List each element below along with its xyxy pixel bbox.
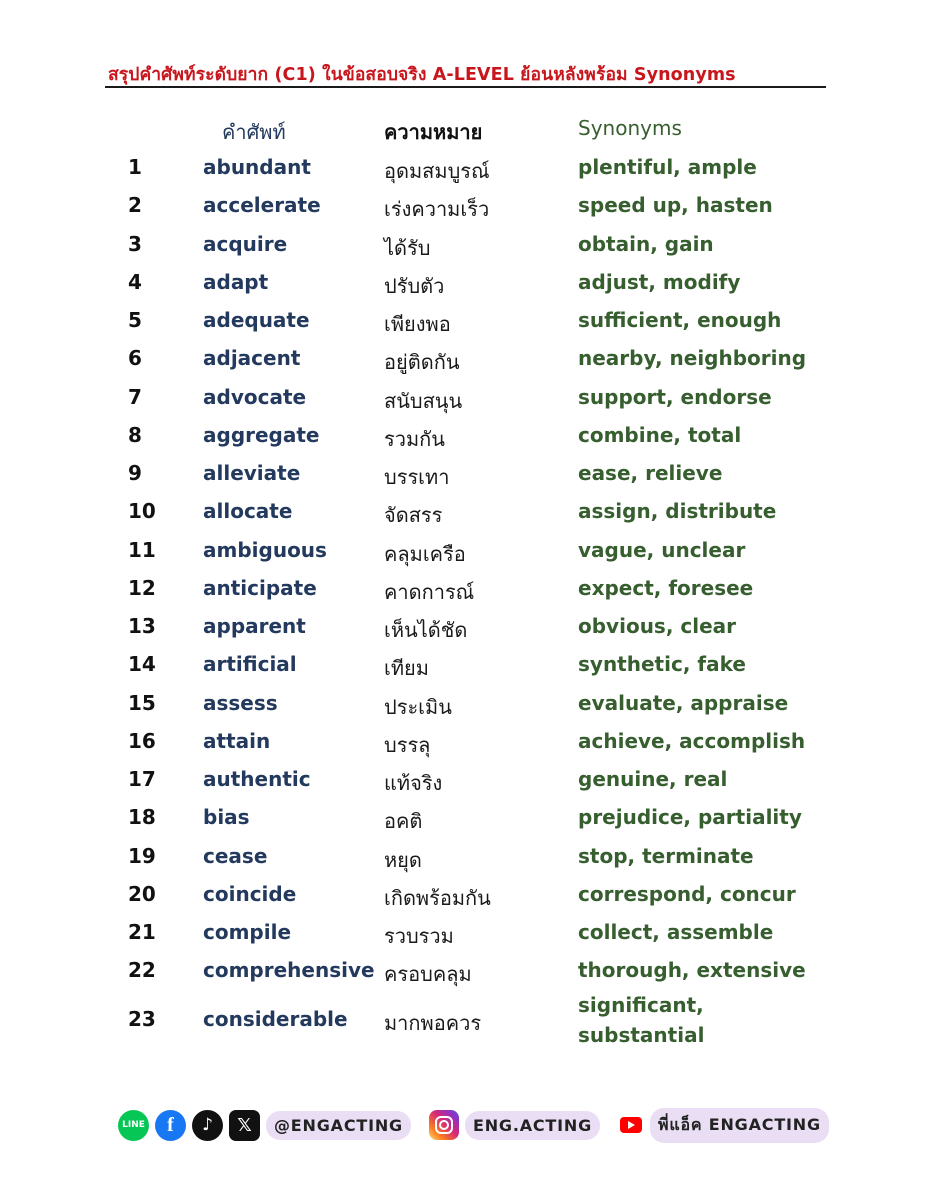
vocab-word: apparent bbox=[203, 614, 306, 638]
vocab-word: ambiguous bbox=[203, 537, 327, 562]
vocab-word: authentic bbox=[203, 767, 311, 791]
synonyms: combine, total bbox=[578, 422, 742, 447]
synonyms: collect, assemble bbox=[578, 920, 774, 944]
table-row bbox=[0, 645, 927, 683]
synonyms: ease, relieve bbox=[578, 461, 723, 485]
synonyms: obtain, gain bbox=[578, 231, 714, 256]
tiktok-icon[interactable]: ♪ bbox=[192, 1110, 223, 1141]
row-number: 19 bbox=[128, 843, 156, 868]
vocab-word: acquire bbox=[203, 231, 288, 256]
thai-meaning: รวบรวม bbox=[384, 924, 454, 948]
x-icon[interactable]: 𝕏 bbox=[229, 1110, 260, 1141]
vocab-word: alleviate bbox=[203, 461, 301, 485]
thai-meaning: รวมกัน bbox=[384, 426, 445, 451]
thai-meaning: แท้จริง bbox=[384, 771, 443, 795]
thai-meaning: อคติ bbox=[384, 809, 423, 834]
youtube-icon[interactable] bbox=[618, 1110, 644, 1141]
vocab-word: cease bbox=[203, 843, 268, 868]
thai-meaning: มากพอควร bbox=[384, 1010, 482, 1035]
row-number: 4 bbox=[128, 269, 142, 294]
synonyms: genuine, real bbox=[578, 767, 728, 791]
vocab-word: aggregate bbox=[203, 422, 320, 447]
handle-engacting[interactable]: @ENGACTING bbox=[266, 1111, 411, 1140]
vocab-word: abundant bbox=[203, 155, 311, 179]
column-header-word: คำศัพท์ bbox=[222, 120, 286, 144]
table-row bbox=[0, 454, 927, 492]
row-number: 1 bbox=[128, 155, 142, 179]
table-row bbox=[0, 913, 927, 951]
table-row bbox=[0, 837, 927, 875]
row-number: 3 bbox=[128, 231, 142, 256]
table-row bbox=[0, 607, 927, 645]
vocabulary-table bbox=[0, 148, 927, 1050]
synonyms: achieve, accomplish bbox=[578, 728, 806, 753]
row-number: 10 bbox=[128, 499, 156, 524]
thai-meaning: คลุมเครือ bbox=[384, 541, 466, 566]
table-row bbox=[0, 301, 927, 339]
page-title: สรุปคำศัพท์ระดับยาก (C1) ในข้อสอบจริง A-LEVEL ย้อนหลังพร้อม Synonyms bbox=[108, 65, 736, 85]
vocab-word: adjacent bbox=[203, 346, 301, 371]
handle-youtube-channel[interactable]: พี่แอ็ค ENGACTING bbox=[650, 1108, 829, 1143]
synonyms: support, endorse bbox=[578, 384, 772, 409]
synonyms: assign, distribute bbox=[578, 499, 777, 524]
table-row bbox=[0, 531, 927, 569]
synonyms: sufficient, enough bbox=[578, 308, 782, 332]
column-header-synonyms: Synonyms bbox=[578, 116, 682, 140]
row-number: 7 bbox=[128, 384, 142, 409]
thai-meaning: เร่งความเร็ว bbox=[384, 197, 490, 222]
vocab-word: assess bbox=[203, 690, 278, 715]
vocab-word: advocate bbox=[203, 384, 307, 409]
title-divider bbox=[105, 86, 826, 88]
instagram-icon[interactable] bbox=[429, 1110, 459, 1140]
row-number: 16 bbox=[128, 728, 156, 753]
table-row bbox=[0, 492, 927, 530]
synonyms: evaluate, appraise bbox=[578, 690, 789, 715]
row-number: 14 bbox=[128, 652, 156, 677]
table-row bbox=[0, 416, 927, 454]
synonyms: speed up, hasten bbox=[578, 193, 773, 218]
row-number: 15 bbox=[128, 690, 156, 715]
facebook-icon[interactable]: f bbox=[155, 1110, 186, 1141]
synonyms: thorough, extensive bbox=[578, 958, 806, 983]
table-row bbox=[0, 569, 927, 607]
table-row bbox=[0, 684, 927, 722]
thai-meaning: ปรับตัว bbox=[384, 273, 445, 298]
thai-meaning: ครอบคลุม bbox=[384, 962, 472, 987]
row-number: 9 bbox=[128, 461, 142, 485]
thai-meaning: สนับสนุน bbox=[384, 388, 463, 413]
vocab-word: allocate bbox=[203, 499, 293, 524]
handle-eng-acting[interactable]: ENG.ACTING bbox=[465, 1111, 600, 1140]
table-row bbox=[0, 875, 927, 913]
vocab-word: coincide bbox=[203, 881, 297, 906]
thai-meaning: บรรลุ bbox=[384, 732, 431, 757]
table-row bbox=[0, 148, 927, 186]
thai-meaning: เกิดพร้อมกัน bbox=[384, 885, 491, 910]
synonyms: correspond, concur bbox=[578, 881, 796, 906]
table-row bbox=[0, 951, 927, 989]
table-row bbox=[0, 378, 927, 416]
vocab-word: anticipate bbox=[203, 575, 317, 600]
thai-meaning: จัดสรร bbox=[384, 503, 443, 528]
vocab-word: bias bbox=[203, 805, 250, 830]
thai-meaning: หยุด bbox=[384, 847, 422, 872]
synonyms: stop, terminate bbox=[578, 843, 754, 868]
row-number: 8 bbox=[128, 422, 142, 447]
thai-meaning: ประเมิน bbox=[384, 694, 452, 719]
synonyms: plentiful, ample bbox=[578, 155, 757, 179]
row-number: 12 bbox=[128, 575, 156, 600]
vocab-word: accelerate bbox=[203, 193, 321, 218]
vocab-word: artificial bbox=[203, 652, 297, 677]
thai-meaning: อยู่ติดกัน bbox=[384, 350, 460, 375]
row-number: 11 bbox=[128, 537, 156, 562]
synonyms: nearby, neighboring bbox=[578, 346, 807, 371]
row-number: 18 bbox=[128, 805, 156, 830]
vocab-word: compile bbox=[203, 920, 292, 944]
synonyms: vague, unclear bbox=[578, 537, 746, 562]
row-number: 13 bbox=[128, 614, 156, 638]
row-number: 2 bbox=[128, 193, 142, 218]
line-icon[interactable] bbox=[118, 1110, 149, 1141]
row-number: 17 bbox=[128, 767, 156, 791]
synonyms: expect, foresee bbox=[578, 575, 754, 600]
row-number: 20 bbox=[128, 881, 156, 906]
vocab-word: comprehensive bbox=[203, 958, 375, 983]
row-number: 22 bbox=[128, 958, 156, 983]
synonyms: synthetic, fake bbox=[578, 652, 746, 677]
row-number: 5 bbox=[128, 308, 142, 332]
thai-meaning: เห็นได้ชัด bbox=[384, 618, 468, 642]
row-number: 23 bbox=[128, 1006, 156, 1031]
synonyms: obvious, clear bbox=[578, 614, 737, 638]
thai-meaning: อุดมสมบูรณ์ bbox=[384, 159, 490, 183]
table-row bbox=[0, 225, 927, 263]
table-row bbox=[0, 990, 927, 1050]
line-logo-text: LINE bbox=[122, 1120, 145, 1130]
vocab-word: adapt bbox=[203, 269, 269, 294]
table-row bbox=[0, 760, 927, 798]
table-row bbox=[0, 339, 927, 377]
vocab-word: attain bbox=[203, 728, 271, 753]
vocab-word: considerable bbox=[203, 1006, 348, 1031]
vocab-word: adequate bbox=[203, 308, 310, 332]
thai-meaning: คาดการณ์ bbox=[384, 579, 475, 604]
column-header-meaning: ความหมาย bbox=[384, 120, 483, 144]
row-number: 6 bbox=[128, 346, 142, 371]
table-row bbox=[0, 722, 927, 760]
synonyms: adjust, modify bbox=[578, 269, 741, 294]
table-row bbox=[0, 798, 927, 836]
table-row bbox=[0, 263, 927, 301]
thai-meaning: บรรเทา bbox=[384, 465, 450, 489]
row-number: 21 bbox=[128, 920, 156, 944]
thai-meaning: ได้รับ bbox=[384, 235, 431, 260]
table-row bbox=[0, 186, 927, 224]
synonyms: prejudice, partiality bbox=[578, 805, 802, 830]
thai-meaning: เพียงพอ bbox=[384, 312, 451, 336]
synonyms: significant, substantial bbox=[578, 992, 705, 1047]
social-footer bbox=[118, 1108, 829, 1142]
thai-meaning: เทียม bbox=[384, 656, 429, 681]
